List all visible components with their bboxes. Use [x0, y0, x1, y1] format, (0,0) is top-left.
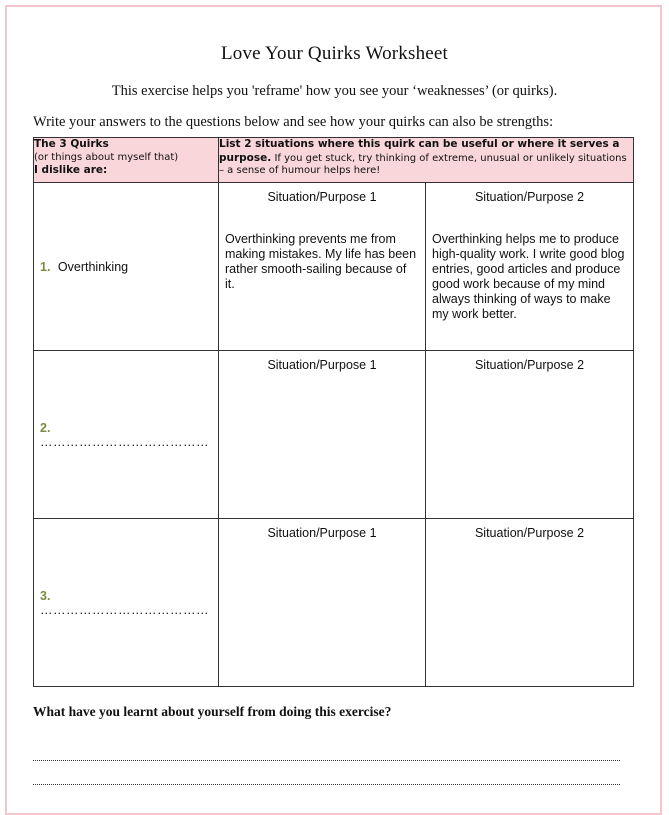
intro-text: This exercise helps you 'reframe' how you see your ‘weaknesses’ (or quirks). [111, 83, 558, 99]
header-situations-note: If you get stuck, try thinking of extreme, unusual or unlikely situations – a sense of humour helps here! [219, 152, 627, 176]
situation-2-text: Overthinking helps me to produce high-quality work. I write good blog entries, good articles and produce good work because of my mind always thinking of ways to make my work better. [432, 232, 625, 321]
table-row [34, 351, 634, 519]
worksheet-table [33, 137, 634, 687]
table-header-row [34, 138, 634, 183]
situation-1-label: Situation/Purpose 1 [267, 358, 377, 372]
situation-2-cell[interactable] [426, 519, 634, 687]
table-row [34, 183, 634, 351]
situation-2-cell[interactable] [426, 183, 634, 351]
header-quirks-title: The 3 Quirks [34, 138, 109, 150]
answer-line-1[interactable] [33, 760, 620, 761]
situation-2-label: Situation/Purpose 2 [474, 358, 585, 372]
page-title: Love Your Quirks Worksheet [220, 43, 449, 64]
answer-line-2[interactable] [33, 784, 620, 785]
quirk-text: Overthinking [57, 259, 129, 274]
situation-2-cell[interactable] [426, 351, 634, 519]
situation-1-cell[interactable] [219, 183, 426, 351]
situation-2-label: Situation/Purpose 2 [474, 190, 585, 204]
quirk-number: 3. [40, 588, 51, 603]
quirk-number: 2. [40, 420, 51, 435]
header-quirks-suffix: I dislike are: [34, 164, 108, 176]
header-quirks-cell [34, 138, 219, 183]
table-row [34, 519, 634, 687]
situation-1-cell[interactable] [219, 519, 426, 687]
header-situations-bold: List 2 situations where this quirk can be useful or where it serves a purpose. [219, 138, 620, 164]
quirk-blank[interactable]: ………………………………… [40, 602, 209, 617]
situation-2-label: Situation/Purpose 2 [474, 526, 585, 540]
instruction-text: Write your answers to the questions below and see how your quirks can also be strengths: [33, 114, 554, 130]
quirk-number: 1. [40, 259, 51, 274]
quirk-cell[interactable] [34, 183, 219, 351]
situation-1-label: Situation/Purpose 1 [267, 190, 377, 204]
situation-1-cell[interactable] [219, 351, 426, 519]
situation-1-label: Situation/Purpose 1 [267, 526, 377, 540]
reflection-question: What have you learnt about yourself from doing this exercise? [33, 704, 392, 719]
header-quirks-subtitle: (or things about myself that) [34, 151, 179, 163]
situation-1-text: Overthinking prevents me from making mistakes. My life has been rather smooth-sailing because of it. [225, 232, 417, 291]
header-situations-cell [219, 138, 634, 183]
quirk-cell[interactable] [34, 351, 219, 519]
quirk-cell[interactable] [34, 519, 219, 687]
quirk-blank[interactable]: ………………………………… [40, 434, 209, 449]
